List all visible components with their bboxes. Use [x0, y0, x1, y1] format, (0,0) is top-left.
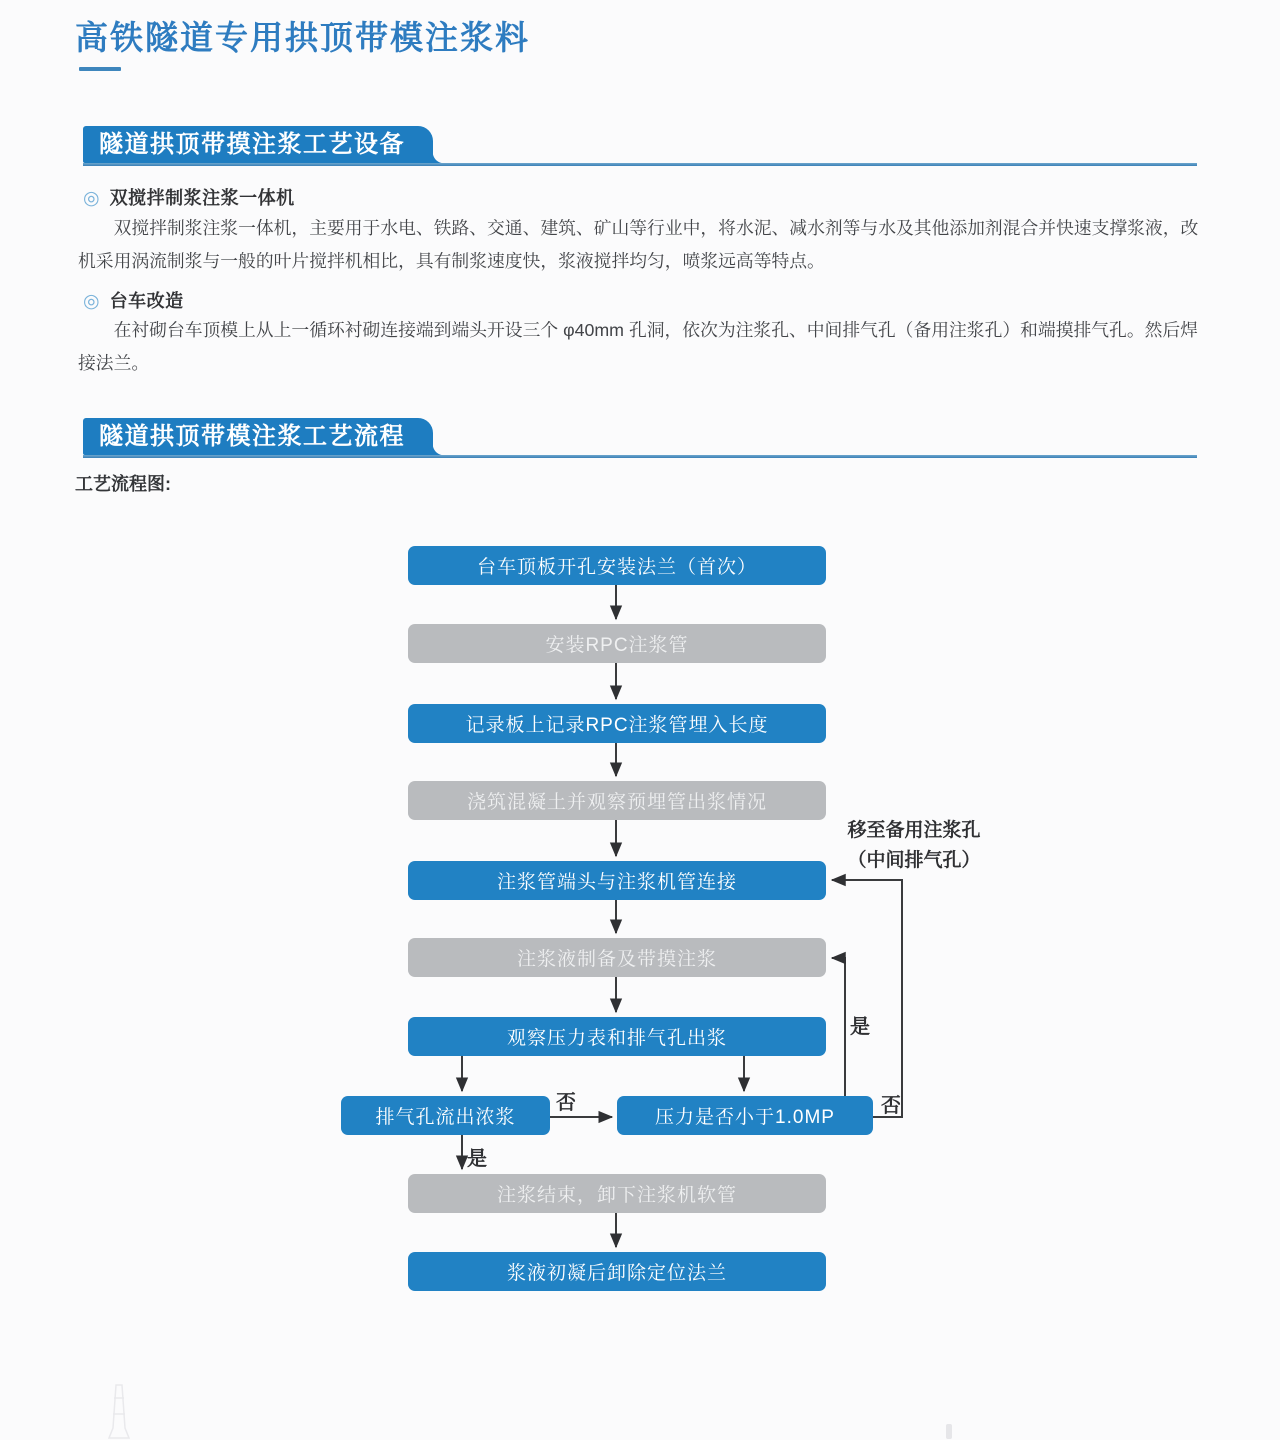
flow-annotation-line1: 移至备用注浆孔 — [847, 820, 981, 841]
flow-node-vent-thick-grout: 排气孔流出浓浆 — [341, 1096, 550, 1135]
flow-annotation — [838, 816, 990, 876]
edge-label-no: 否 — [556, 1092, 576, 1114]
bullet-label: 台车改造 — [109, 291, 184, 311]
section-heading-text: 隧道拱顶带模注浆工艺流程 — [99, 423, 405, 450]
double-circle-bullet-icon: ◎ — [83, 290, 100, 312]
flow-annotation-line2: （中间排气孔） — [847, 850, 981, 871]
section-rule — [83, 455, 1197, 458]
bullet-label: 双搅拌制浆注浆一体机 — [109, 188, 295, 208]
edge-label-yes: 是 — [850, 1016, 870, 1038]
tower-watermark — [100, 1384, 140, 1440]
bullet-item-trolley — [83, 287, 184, 313]
section-process-header — [83, 418, 1197, 458]
section-heading-text: 隧道拱顶带摸注浆工艺设备 — [99, 131, 405, 158]
flow-node-record-length: 记录板上记录RPC注浆管埋入长度 — [408, 704, 826, 743]
section-equipment-header — [83, 126, 1197, 166]
section-heading-banner — [83, 126, 433, 163]
flow-node-observe-pressure: 观察压力表和排气孔出浆 — [408, 1017, 826, 1056]
flow-node-connect-pipe: 注浆管端头与注浆机管连接 — [408, 861, 826, 900]
flow-node-pressure-check: 压力是否小于1.0MP — [617, 1096, 873, 1135]
flowchart-caption: 工艺流程图: — [75, 474, 171, 494]
section-heading-banner — [83, 418, 433, 455]
flow-node-install-rpc-pipe: 安装RPC注浆管 — [408, 624, 826, 663]
title-underline — [79, 67, 121, 71]
edge-label-no: 否 — [881, 1095, 901, 1117]
page-title: 高铁隧道专用拱顶带模注浆料 — [75, 19, 530, 56]
section-rule — [83, 163, 1197, 166]
banner-flare — [433, 444, 444, 455]
double-circle-bullet-icon: ◎ — [83, 187, 100, 209]
flow-node-remove-flange: 浆液初凝后卸除定位法兰 — [408, 1252, 826, 1291]
edge-label-yes: 是 — [467, 1148, 487, 1170]
banner-flare — [433, 152, 444, 163]
paragraph-mixer: 双搅拌制浆注浆一体机，主要用于水电、铁路、交通、建筑、矿山等行业中，将水泥、减水剂等与水及其他添加剂混合并快速支撑浆液，改机采用涡流制浆与一般的叶片搅拌机相比，具有制浆速度快，浆液搅拌均匀，喷浆远高等特点。 — [78, 218, 1199, 271]
paragraph-trolley: 在衬砌台车顶模上从上一循环衬砌连接端到端头开设三个 φ40mm 孔洞，依次为注浆孔、中间排气孔（备用注浆孔）和端摸排气孔。然后焊接法兰。 — [78, 320, 1198, 373]
bullet-item-mixer — [83, 184, 295, 210]
flow-node-finish-grouting: 注浆结束，卸下注浆机软管 — [408, 1174, 826, 1213]
watermark-smudge — [946, 1424, 952, 1439]
flow-node-install-flange: 台车顶板开孔安装法兰（首次） — [408, 546, 826, 585]
flow-node-prepare-grout: 注浆液制备及带摸注浆 — [408, 938, 826, 977]
flow-node-pour-concrete: 浇筑混凝土并观察预埋管出浆情况 — [408, 781, 826, 820]
